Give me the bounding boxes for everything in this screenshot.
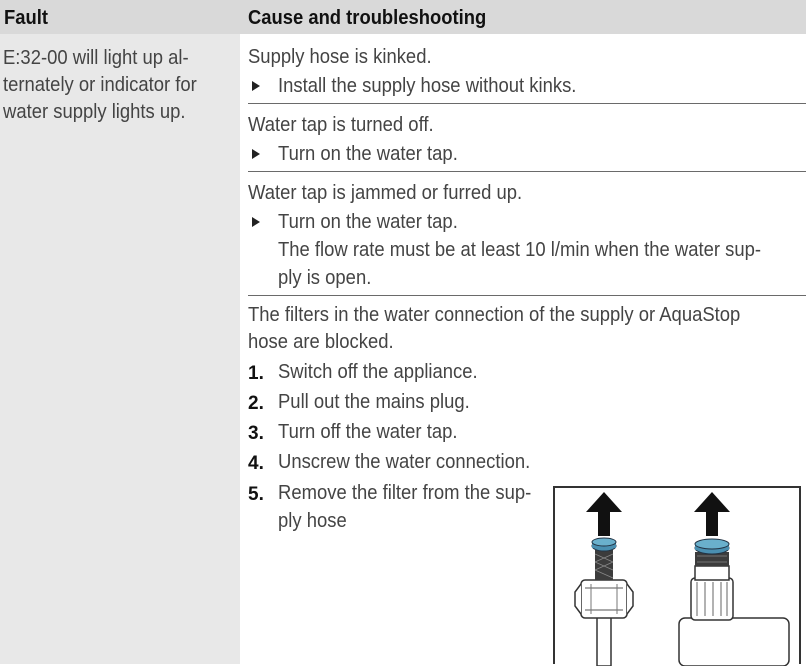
- filter-removal-illustration: [553, 486, 801, 664]
- cause-text: Supply hose is kinked.: [248, 45, 432, 68]
- step-text: ply hose: [278, 509, 347, 532]
- row-divider: [248, 295, 806, 296]
- fault-column: [0, 34, 240, 664]
- step-number: 3.: [248, 423, 264, 444]
- step-number: 4.: [248, 453, 264, 474]
- left-hose: [575, 492, 633, 666]
- cause-text: The filters in the water connection of the supply or AquaStop: [248, 303, 741, 326]
- bullet-arrow-icon: [252, 217, 260, 227]
- right-hose: [679, 492, 789, 666]
- step-number: 5.: [248, 484, 264, 505]
- cause-text: Water tap is turned off.: [248, 113, 434, 136]
- step-text: Turn off the water tap.: [278, 420, 458, 443]
- row-divider: [248, 171, 806, 172]
- action-text: Install the supply hose without kinks.: [278, 74, 577, 97]
- fault-description: E:32-00 will light up al- ternately or indicator for water supply lights up.: [3, 46, 197, 123]
- row-divider: [248, 103, 806, 104]
- cause-text: hose are blocked.: [248, 330, 394, 353]
- step-text: Switch off the appliance.: [278, 360, 478, 383]
- step-text: Remove the filter from the sup-: [278, 481, 532, 504]
- note-text: The flow rate must be at least 10 l/min when the water sup-: [278, 238, 762, 261]
- cause-column-header: Cause and troubleshooting: [248, 7, 487, 29]
- step-text: Unscrew the water connection.: [278, 450, 531, 473]
- fault-column-header: Fault: [4, 7, 48, 29]
- table-header: [0, 0, 806, 34]
- bullet-arrow-icon: [252, 149, 260, 159]
- filter-removal-icon: [555, 488, 799, 666]
- action-text: Turn on the water tap.: [278, 142, 458, 165]
- bullet-arrow-icon: [252, 81, 260, 91]
- cause-text: Water tap is jammed or furred up.: [248, 181, 523, 204]
- step-number: 2.: [248, 393, 264, 414]
- note-text: ply is open.: [278, 266, 372, 289]
- step-number: 1.: [248, 363, 264, 384]
- step-text: Pull out the mains plug.: [278, 390, 470, 413]
- action-text: Turn on the water tap.: [278, 210, 458, 233]
